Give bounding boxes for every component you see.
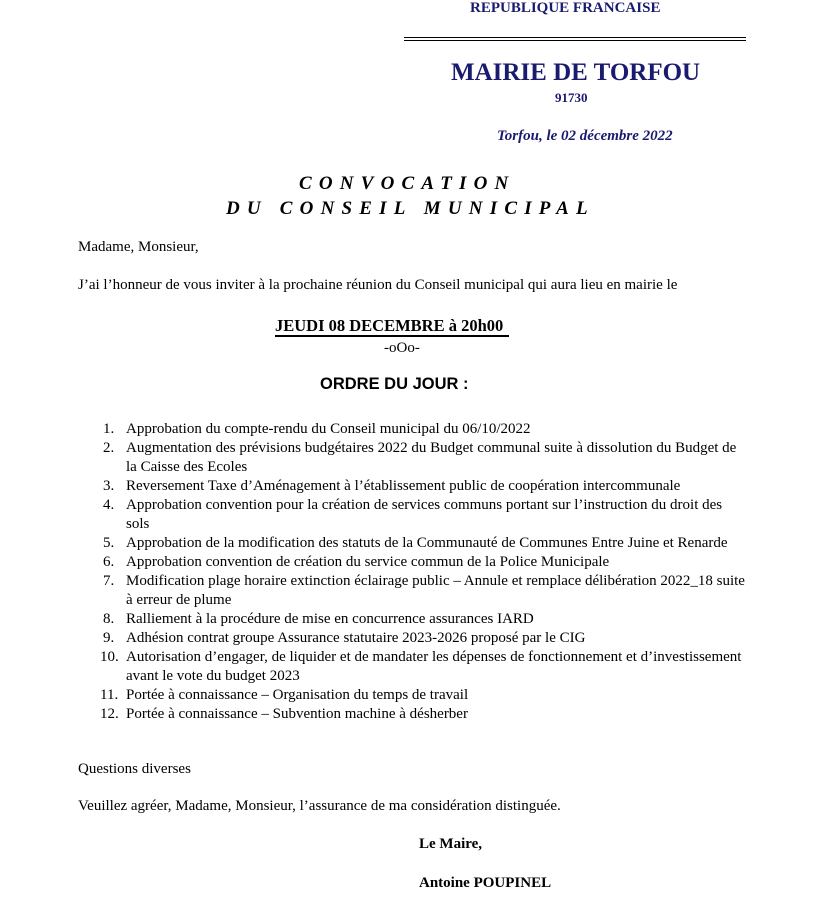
agenda-list: [100, 420, 780, 724]
agenda-item-number: 2.: [103, 440, 115, 456]
agenda-item-text: Adhésion contrat groupe Assurance statutaire 2023-2026 proposé par le CIG: [126, 630, 586, 646]
agenda-item-number: 4.: [103, 497, 115, 513]
signature-name: Antoine POUPINEL: [419, 875, 552, 891]
agenda-title: ORDRE DU JOUR :: [320, 375, 469, 393]
agenda-item-text: Augmentation des prévisions budgétaires 2022 du Budget communal suite à dissolution du Budget de la Caisse des Ecoles: [126, 440, 737, 475]
agenda-item-text: Portée à connaissance – Organisation du temps de travail: [126, 687, 469, 703]
title-line-1: CONVOCATION: [299, 173, 516, 194]
signature-title: Le Maire,: [419, 836, 483, 852]
questions-diverses: Questions diverses: [78, 761, 191, 777]
agenda-item-number: 11.: [100, 687, 119, 703]
separator-ooo: -oOo-: [384, 340, 420, 356]
agenda-item: [100, 496, 780, 534]
agenda-item: [100, 439, 780, 477]
header-mairie: MAIRIE DE TORFOU: [451, 59, 701, 86]
header-date-line: Torfou, le 02 décembre 2022: [497, 128, 673, 144]
agenda-item-text: Reversement Taxe d’Aménagement à l’établissement public de coopération intercommunale: [126, 478, 681, 494]
salutation: Madame, Monsieur,: [78, 239, 199, 255]
header-republique: REPUBLIQUE FRANCAISE: [470, 0, 661, 16]
agenda-item-number: 6.: [103, 554, 115, 570]
agenda-item-text: Approbation convention de création du service commun de la Police Municipale: [126, 554, 610, 570]
agenda-item: [100, 553, 780, 572]
agenda-item-number: 12.: [100, 706, 119, 722]
title-line-2: DU CONSEIL MUNICIPAL: [226, 198, 595, 219]
agenda-item-text: Approbation de la modification des statuts de la Communauté de Communes Entre Juine et Renarde: [126, 535, 728, 551]
agenda-item-text: Ralliement à la procédure de mise en concurrence assurances IARD: [126, 611, 534, 627]
agenda-item-text: Approbation du compte-rendu du Conseil municipal du 06/10/2022: [126, 421, 531, 437]
agenda-item: [100, 629, 780, 648]
agenda-item: [100, 648, 780, 686]
agenda-item-text: Approbation convention pour la création de services communs portant sur l’instruction du droit des sols: [126, 497, 723, 532]
agenda-item-number: 10.: [100, 649, 119, 665]
invitation-text: J’ai l’honneur de vous inviter à la prochaine réunion du Conseil municipal qui aura lieu en mairie le: [78, 277, 678, 293]
agenda-item: [100, 572, 780, 610]
agenda-item-number: 1.: [103, 421, 115, 437]
agenda-item: [100, 477, 780, 496]
agenda-item-text: Autorisation d’engager, de liquider et de mandater les dépenses de fonctionnement et d’investissement avant le vote du budget 2023: [126, 649, 742, 684]
header-double-rule: [404, 37, 746, 41]
meeting-date: JEUDI 08 DECEMBRE à 20h00: [275, 316, 509, 337]
agenda-item-text: Modification plage horaire extinction éclairage public – Annule et remplace délibération 2022_18 suite à erreur de plume: [126, 573, 745, 608]
agenda-item-number: 7.: [103, 573, 115, 589]
agenda-item: [100, 420, 780, 439]
agenda-item-number: 9.: [103, 630, 115, 646]
agenda-item: [100, 705, 780, 724]
agenda-item: [100, 686, 780, 705]
agenda-item-number: 8.: [103, 611, 115, 627]
agenda-item-number: 5.: [103, 535, 115, 551]
header-postal-code: 91730: [555, 90, 588, 105]
agenda-item: [100, 534, 780, 553]
agenda-item-number: 3.: [103, 478, 115, 494]
closing-regards: Veuillez agréer, Madame, Monsieur, l’assurance de ma considération distinguée.: [78, 798, 561, 814]
agenda-item: [100, 610, 780, 629]
agenda-item-text: Portée à connaissance – Subvention machine à désherber: [126, 706, 468, 722]
